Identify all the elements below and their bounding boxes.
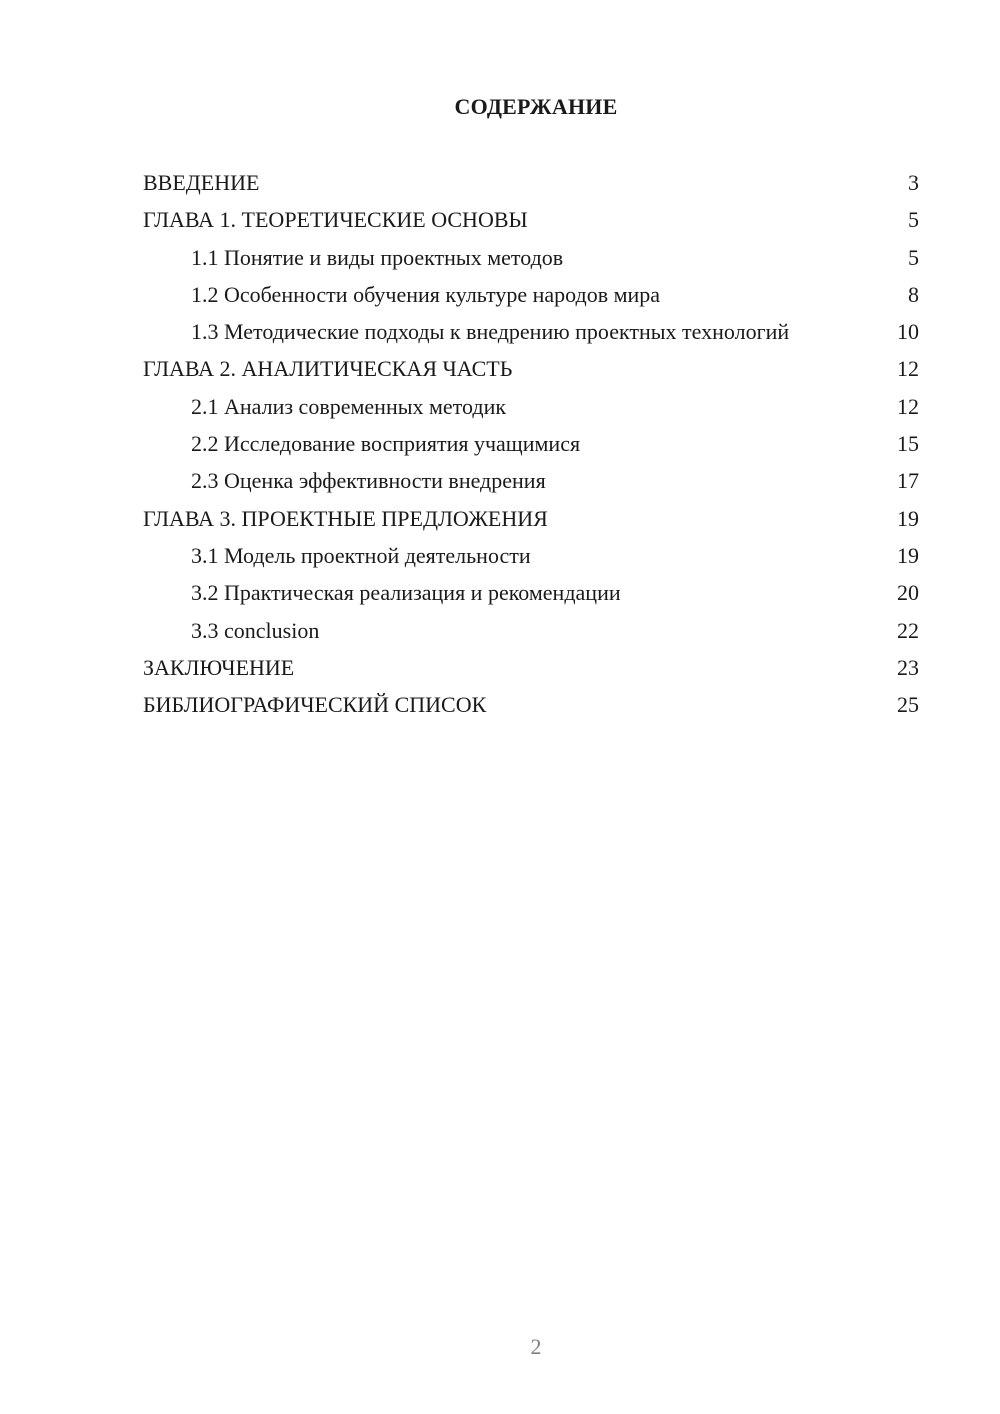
toc-entry-label: 1.2 Особенности обучения культуре народов мира (191, 281, 661, 307)
toc-entry-label: БИБЛИОГРАФИЧЕСКИЙ СПИСОК (143, 692, 487, 718)
toc-entry-section-3-3[interactable] (143, 617, 919, 644)
toc-entry-label: ЗАКЛЮЧЕНИЕ (143, 654, 295, 680)
page-number: 2 (530, 1334, 542, 1359)
toc-entry-label: ГЛАВА 3. ПРОЕКТНЫЕ ПРЕДЛОЖЕНИЯ (143, 505, 548, 531)
toc-entry-introduction[interactable] (143, 169, 919, 196)
toc-entry-label: ВВЕДЕНИЕ (143, 170, 260, 195)
toc-entry-page: 10 (897, 319, 919, 345)
toc-entry-page: 17 (897, 468, 919, 494)
table-of-contents (143, 169, 919, 728)
toc-entry-bibliography[interactable] (143, 691, 919, 718)
toc-entry-label: 3.3 conclusion (191, 617, 320, 643)
toc-entry-label: 3.1 Модель проектной деятельности (191, 542, 531, 568)
toc-entry-label: 2.3 Оценка эффективности внедрения (191, 468, 546, 494)
toc-entry-label: ГЛАВА 2. АНАЛИТИЧЕСКАЯ ЧАСТЬ (143, 356, 513, 382)
toc-entry-section-2-1[interactable] (143, 393, 919, 420)
toc-entry-section-3-1[interactable] (143, 542, 919, 569)
toc-entry-section-2-3[interactable] (143, 467, 919, 494)
toc-entry-page: 3 (908, 170, 919, 195)
toc-entry-label: 3.2 Практическая реализация и рекомендации (191, 580, 621, 606)
toc-entry-page: 20 (897, 580, 919, 606)
toc-entry-chapter-3[interactable] (143, 505, 919, 532)
toc-entry-page: 19 (897, 542, 919, 568)
toc-entry-page: 5 (908, 207, 919, 233)
toc-entry-section-2-2[interactable] (143, 430, 919, 457)
toc-entry-chapter-1[interactable] (143, 206, 919, 233)
toc-entry-section-1-1[interactable] (143, 244, 919, 271)
toc-entry-page: 8 (908, 281, 919, 307)
page-title: СОДЕРЖАНИЕ (454, 94, 618, 119)
toc-entry-label: ГЛАВА 1. ТЕОРЕТИЧЕСКИЕ ОСНОВЫ (143, 207, 528, 233)
toc-entry-page: 22 (897, 617, 919, 643)
toc-entry-label: 2.1 Анализ современных методик (191, 393, 507, 419)
toc-entry-page: 23 (897, 654, 919, 680)
toc-entry-section-1-2[interactable] (143, 281, 919, 308)
toc-entry-page: 15 (897, 431, 919, 457)
toc-entry-label: 2.2 Исследование восприятия учащимися (191, 431, 581, 457)
toc-entry-page: 25 (897, 692, 919, 718)
toc-entry-section-1-3[interactable] (143, 318, 919, 345)
toc-entry-section-3-2[interactable] (143, 579, 919, 606)
toc-entry-conclusion[interactable] (143, 654, 919, 681)
toc-entry-label: 1.3 Методические подходы к внедрению проектных технологий (191, 319, 790, 345)
toc-entry-page: 12 (897, 393, 919, 419)
toc-entry-page: 12 (897, 356, 919, 382)
toc-entry-label: 1.1 Понятие и виды проектных методов (191, 244, 564, 270)
toc-entry-page: 19 (897, 505, 919, 531)
toc-entry-chapter-2[interactable] (143, 355, 919, 382)
toc-entry-page: 5 (908, 244, 919, 270)
